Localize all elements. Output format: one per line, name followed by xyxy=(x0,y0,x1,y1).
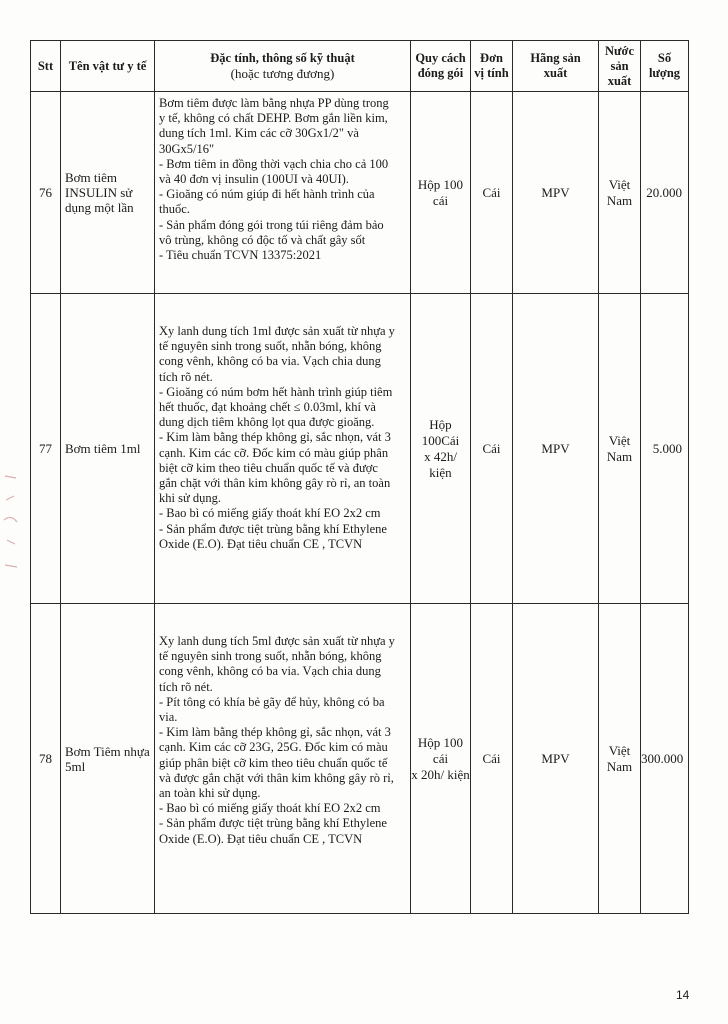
row-packaging: Hộp 100 cái xyxy=(411,92,471,294)
table-row xyxy=(31,294,689,604)
row-manufacturer: MPV xyxy=(513,92,599,294)
row-spec: Bơm tiêm được làm bằng nhựa PP dùng trong y tế, không có chất DEHP. Bơm gắn liền kim, dung tích 1ml. Kim các cỡ 30Gx1/2" và 30Gx5/16" - Bơm tiêm in đồng thời vạch chia cho cả 100 và 40 đơn vị insulin (100UI và 40UI). - Gioăng có núm giúp đi hết hành trình của thuốc. - Sản phẩm đóng gói trong túi riêng đảm bảo vô trùng, không có độc tố và chất gây sốt - Tiêu chuẩn TCVN 13375:2021 xyxy=(155,92,411,294)
row-spec: Xy lanh dung tích 1ml được sản xuất từ nhựa y tế nguyên sinh trong suốt, nhẵn bóng, không cong vênh, không có ba via. Vạch chia dung tích rõ nét. - Gioăng có núm bơm hết hành trình giúp tiêm hết thuốc, đạt khoảng chết ≤ 0.03ml, khí và dung dịch tiêm không lọt qua được gioăng. - Kim làm bằng thép không gỉ, sắc nhọn, vát 3 cạnh. Kim các cỡ. Đốc kim có màu giúp phân biệt cỡ kim theo tiêu chuẩn quốc tế và được gắn chặt với thân kim không gây rò rỉ, an toàn khi sử dụng. - Bao bì có miếng giấy thoát khí EO 2x2 cm - Sản phẩm được tiệt trùng bằng khí Ethylene Oxide (E.O). Đạt tiêu chuẩn CE , TCVN xyxy=(155,294,411,604)
header-spec: Đặc tính, thông số kỹ thuật (hoặc tương đương) xyxy=(155,41,411,92)
margin-stamp-mark xyxy=(2,470,20,580)
row-product-name: Bơm tiêm 1ml xyxy=(61,294,155,604)
row-product-name: Bơm Tiêm nhựa 5ml xyxy=(61,604,155,914)
row-quantity: 20.000 xyxy=(641,92,689,294)
row-unit: Cái xyxy=(471,92,513,294)
row-stt: 76 xyxy=(31,92,61,294)
row-unit: Cái xyxy=(471,604,513,914)
header-quantity: Số lượng xyxy=(641,41,689,92)
row-stt: 78 xyxy=(31,604,61,914)
header-packaging: Quy cách đóng gói xyxy=(411,41,471,92)
table-header-row xyxy=(31,41,689,92)
row-product-name: Bơm tiêm INSULIN sử dụng một lần xyxy=(61,92,155,294)
row-country: Việt Nam xyxy=(599,92,641,294)
row-quantity: 5.000 xyxy=(641,294,689,604)
row-spec: Xy lanh dung tích 5ml được sản xuất từ nhựa y tế nguyên sinh trong suốt, nhẵn bóng, không cong vênh, không có ba via. Vạch chia dung tích rõ nét. - Pít tông có khía bẻ gãy để hủy, không có ba via. - Kim làm bằng thép không gỉ, sắc nhọn, vát 3 cạnh. Kim các cỡ 23G, 25G. Đốc kim có màu giúp phân biệt cỡ kim theo tiêu chuẩn quốc tế và được gắn chặt với thân kim không gây rò rỉ, an toàn khi sử dụng. - Bao bì có miếng giấy thoát khí EO 2x2 cm - Sản phẩm được tiệt trùng bằng khí Ethylene Oxide (E.O). Đạt tiêu chuẩn CE , TCVN xyxy=(155,604,411,914)
row-manufacturer: MPV xyxy=(513,604,599,914)
row-quantity: 300.000 xyxy=(641,604,689,914)
row-manufacturer: MPV xyxy=(513,294,599,604)
header-manufacturer: Hãng sản xuất xyxy=(513,41,599,92)
row-stt: 77 xyxy=(31,294,61,604)
row-unit: Cái xyxy=(471,294,513,604)
row-packaging: Hộp 100Cái x 42h/ kiện xyxy=(411,294,471,604)
header-unit: Đơn vị tính xyxy=(471,41,513,92)
product-spec-table xyxy=(30,40,689,914)
row-country: Việt Nam xyxy=(599,294,641,604)
table-row xyxy=(31,604,689,914)
header-country: Nước sản xuất xyxy=(599,41,641,92)
header-stt: Stt xyxy=(31,41,61,92)
page-number: 14 xyxy=(676,988,690,1002)
row-country: Việt Nam xyxy=(599,604,641,914)
row-packaging: Hộp 100 cái x 20h/ kiện xyxy=(411,604,471,914)
header-name: Tên vật tư y tế xyxy=(61,41,155,92)
table-row xyxy=(31,92,689,294)
